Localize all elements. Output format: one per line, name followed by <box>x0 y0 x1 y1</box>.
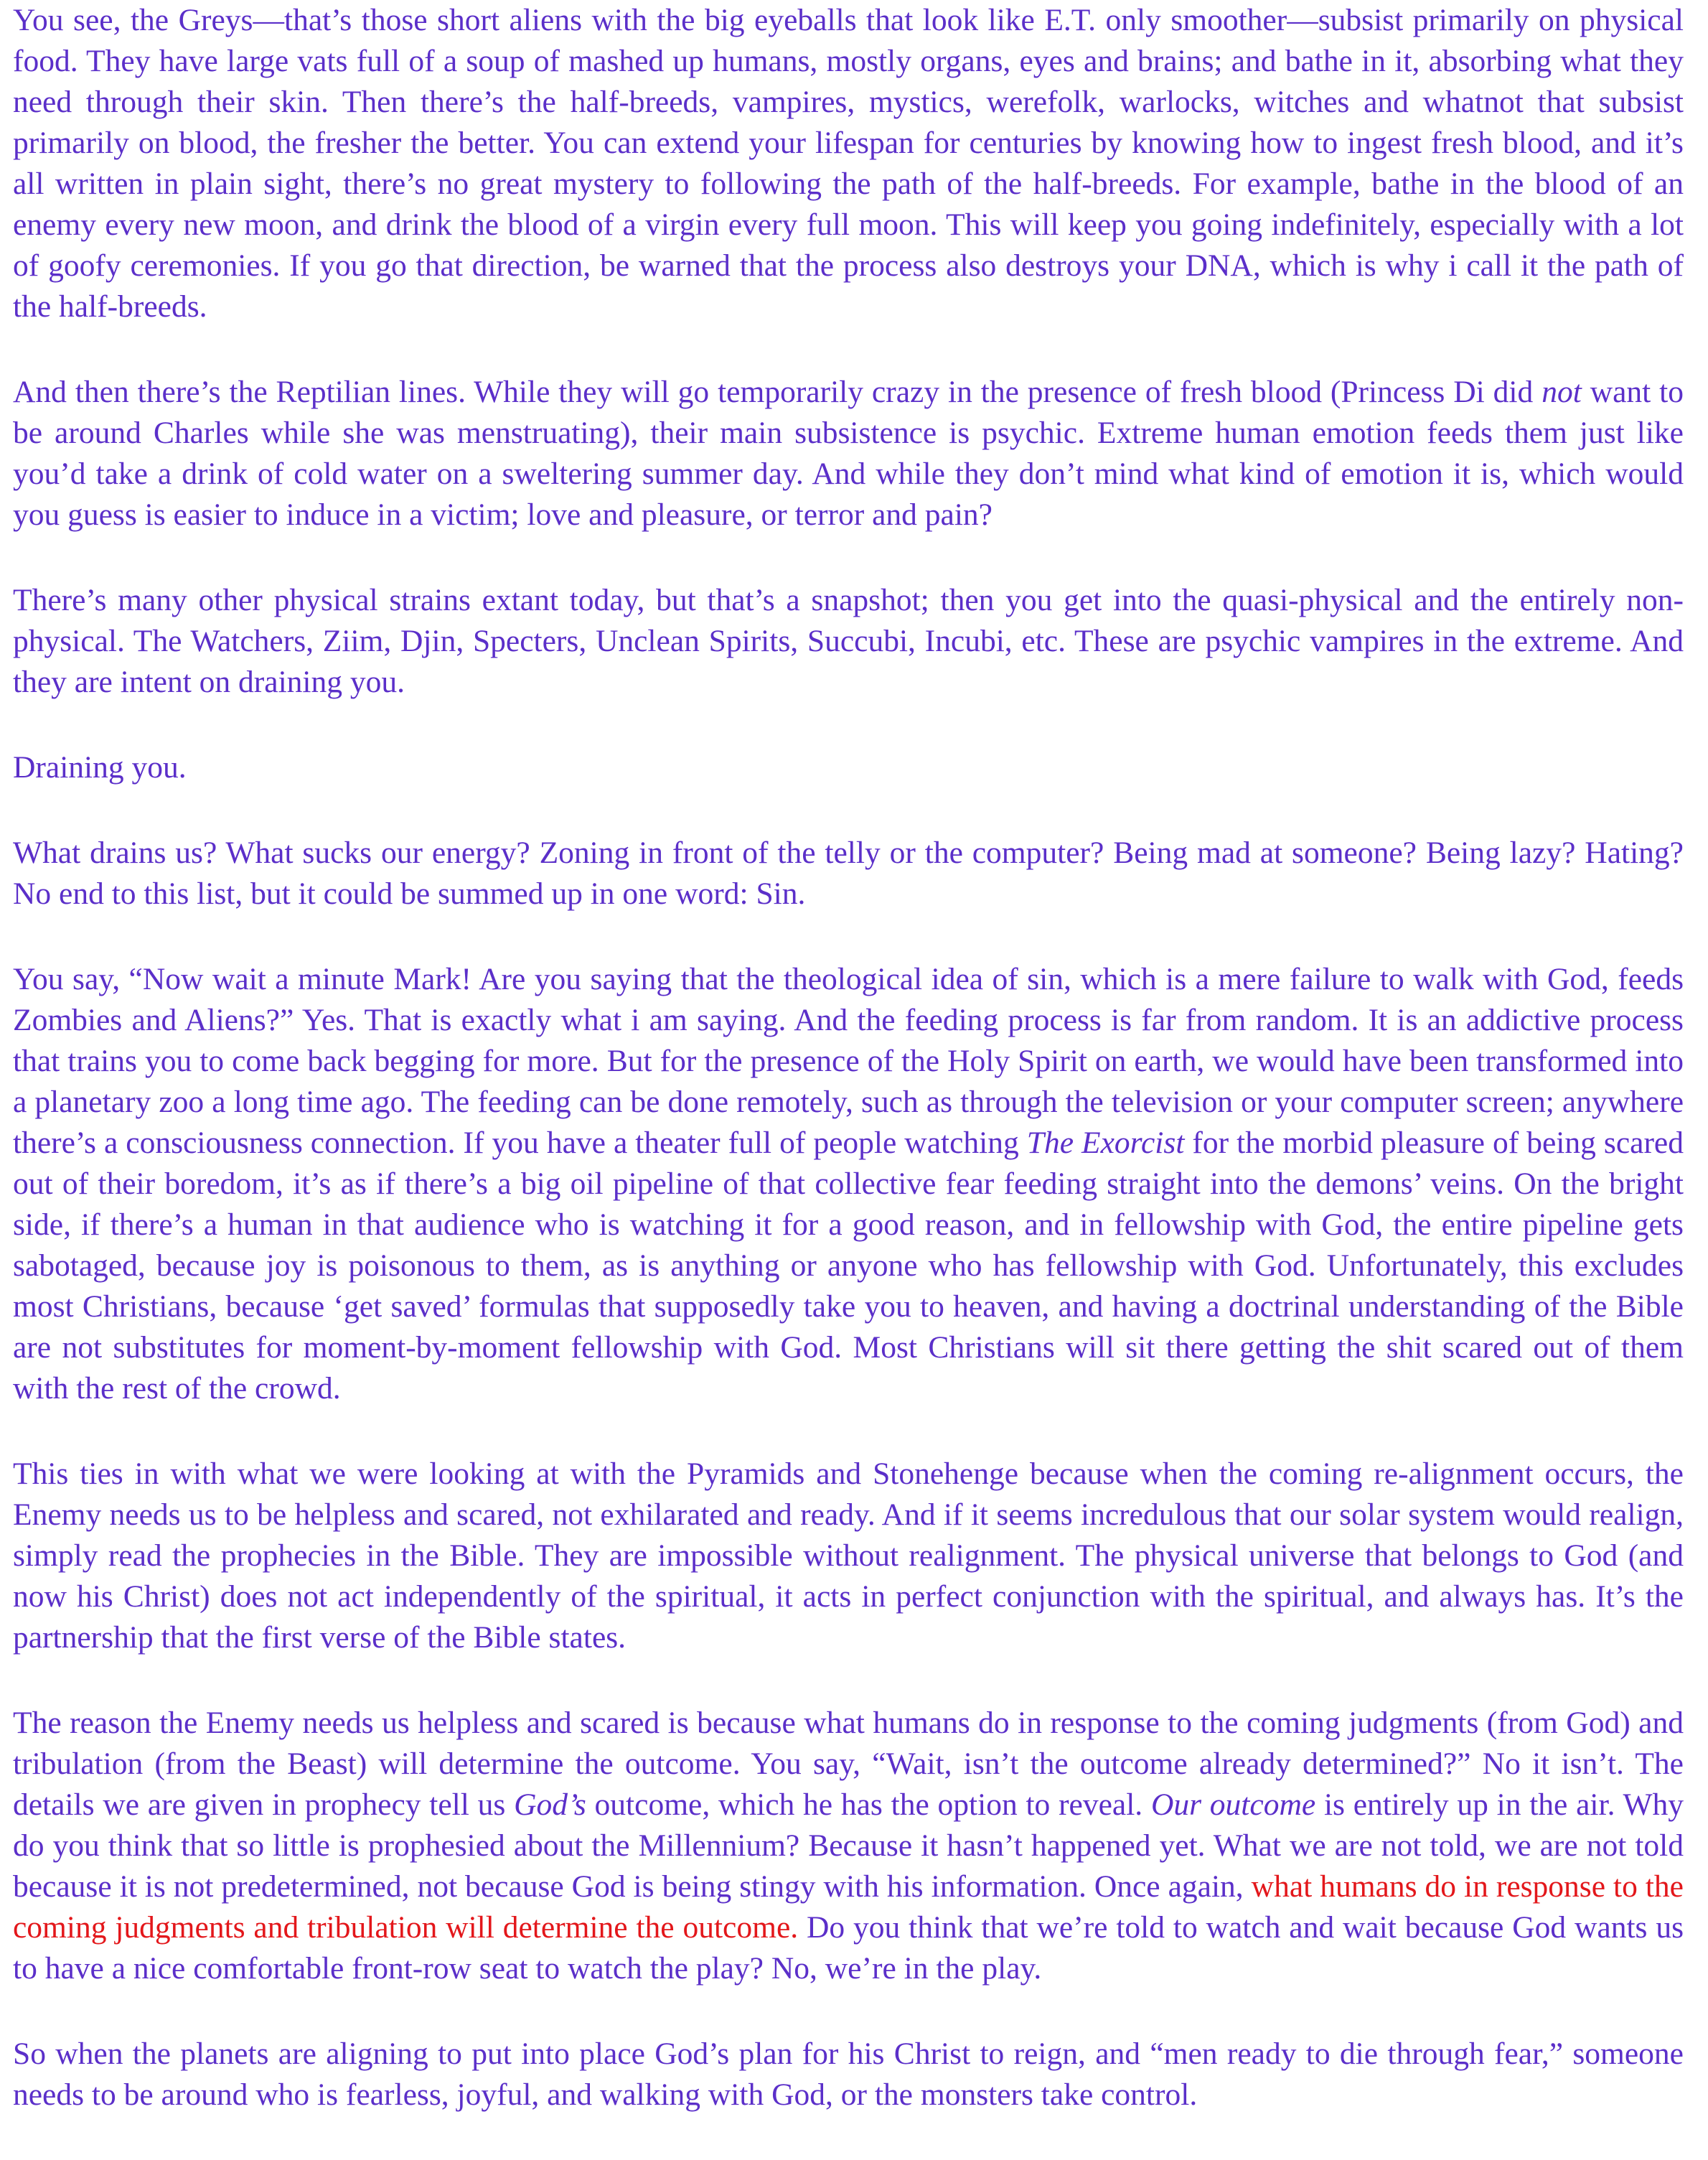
italic-text: not <box>1542 375 1582 409</box>
paragraph-text: is entirely up in the air. Why do you think that so little is prophesied about the Millennium? Because it hasn’t happened yet. What we are not told, we are not told because it is not predetermined, not because God is being stingy with his information. Once again, <box>13 1787 1684 1904</box>
paragraph-text: You see, the Greys—that’s those short aliens with the big eyeballs that look like E.T. only smoother—subsist primarily on physical food. They have large vats full of a soup of mashed up humans, mostly organs, eyes and brains; and bathe in it, absorbing what they need through their skin. Then there’s the half-breeds, vampires, mystics, werefolk, warlocks, witches and whatnot that subsist primarily on blood, the fresher the better. You can extend your lifespan for centuries by knowing how to ingest fresh blood, and it’s all written in plain sight, there’s no great mystery to following the path of the half-breeds. For example, bathe in the blood of an enemy every new moon, and drink the blood of a virgin every full moon. This will keep you going indefinitely, especially with a lot of goofy ceremonies. If you go that direction, be warned that the process also destroys your DNA, which is why i call it the path of the half-breeds. <box>13 3 1684 324</box>
paragraph-text: Draining you. <box>13 750 187 785</box>
paragraph-text: And then there’s the Reptilian lines. While they will go temporarily crazy in the presence of fresh blood (Princess Di did <box>13 375 1542 409</box>
paragraph-text: for the morbid pleasure of being scared out of their boredom, it’s as if there’s a big oil pipeline of that collective fear feeding straight into the demons’ veins. On the bright side, if there’s a human in that audience who is watching it for a good reason, and in fellowship with God, the entire pipeline gets sabotaged, because joy is poisonous to them, as is anything or anyone who has fellowship with God. Unfortunately, this excludes most Christians, because ‘get saved’ formulas that supposedly take you to heaven, and having a doctrinal understanding of the Bible are not substitutes for moment-by-moment fellowship with God. Most Christians will sit there getting the shit scared out of them with the rest of the crowd. <box>13 1126 1684 1406</box>
paragraph <box>13 1454 1684 1658</box>
highlighted-text: what humans do in response to the coming judgments and tribulation will determine the outcome. <box>13 1869 1684 1945</box>
paragraph-text: So when the planets are aligning to put into place God’s plan for his Christ to reign, and “men ready to die through fear,” someone needs to be around who is fearless, joyful, and walking with God, or the monsters take control. <box>13 2037 1684 2112</box>
paragraph <box>13 833 1684 915</box>
paragraph-text: want to be around Charles while she was menstruating), their main subsistence is psychic. Extreme human emotion feeds them just like you’d take a drink of cold water on a sweltering summer day. And while they don’t mind what kind of emotion it is, which would you guess is easier to induce in a victim; love and pleasure, or terror and pain? <box>13 375 1684 532</box>
paragraph-text: There’s many other physical strains extant today, but that’s a snapshot; then you get into the quasi-physical and the entirely non-physical. The Watchers, Ziim, Djin, Specters, Unclean Spirits, Succubi, Incubi, etc. These are psychic vampires in the extreme. And they are intent on draining you. <box>13 583 1684 699</box>
document-body <box>13 0 1684 2160</box>
italic-text: God’s <box>514 1787 586 1822</box>
paragraph <box>13 1703 1684 1989</box>
paragraph <box>13 0 1684 327</box>
italic-text: Our outcome <box>1150 1787 1316 1822</box>
paragraph <box>13 959 1684 1409</box>
paragraph <box>13 372 1684 536</box>
paragraph <box>13 747 1684 788</box>
italic-text: The Exorcist <box>1026 1126 1185 1160</box>
paragraph-text: What drains us? What sucks our energy? Zoning in front of the telly or the computer? Being mad at someone? Being lazy? Hating? No end to this list, but it could be summed up in one word: Sin. <box>13 836 1684 911</box>
paragraph-text: The reason the Enemy needs us helpless and scared is because what humans do in response to the coming judgments (from God) and tribulation (from the Beast) will determine the outcome. You say, “Wait, isn’t the outcome already determined?” No it isn’t. The details we are given in prophecy tell us <box>13 1706 1684 1822</box>
paragraph-text: outcome, which he has the option to reveal. <box>586 1787 1151 1822</box>
paragraph-text: Do you think that we’re told to watch and wait because God wants us to have a nice comfortable front-row seat to watch the play? No, we’re in the play. <box>13 1910 1684 1986</box>
paragraph-text: You say, “Now wait a minute Mark! Are you saying that the theological idea of sin, which is a mere failure to walk with God, feeds Zombies and Aliens?” Yes. That is exactly what i am saying. And the feeding process is far from random. It is an addictive process that trains you to come back begging for more. But for the presence of the Holy Spirit on earth, we would have been transformed into a planetary zoo a long time ago. The feeding can be done remotely, such as through the television or your computer screen; anywhere there’s a consciousness connection. If you have a theater full of people watching <box>13 962 1684 1160</box>
paragraph <box>13 2034 1684 2115</box>
paragraph-text: This ties in with what we were looking at with the Pyramids and Stonehenge because when the coming re-alignment occurs, the Enemy needs us to be helpless and scared, not exhilarated and ready. And if it seems incredulous that our solar system would realign, simply read the prophecies in the Bible. They are impossible without realignment. The physical universe that belongs to God (and now his Christ) does not act independently of the spiritual, it acts in perfect conjunction with the spiritual, and always has. It’s the partnership that the first verse of the Bible states. <box>13 1457 1684 1655</box>
paragraph <box>13 580 1684 703</box>
